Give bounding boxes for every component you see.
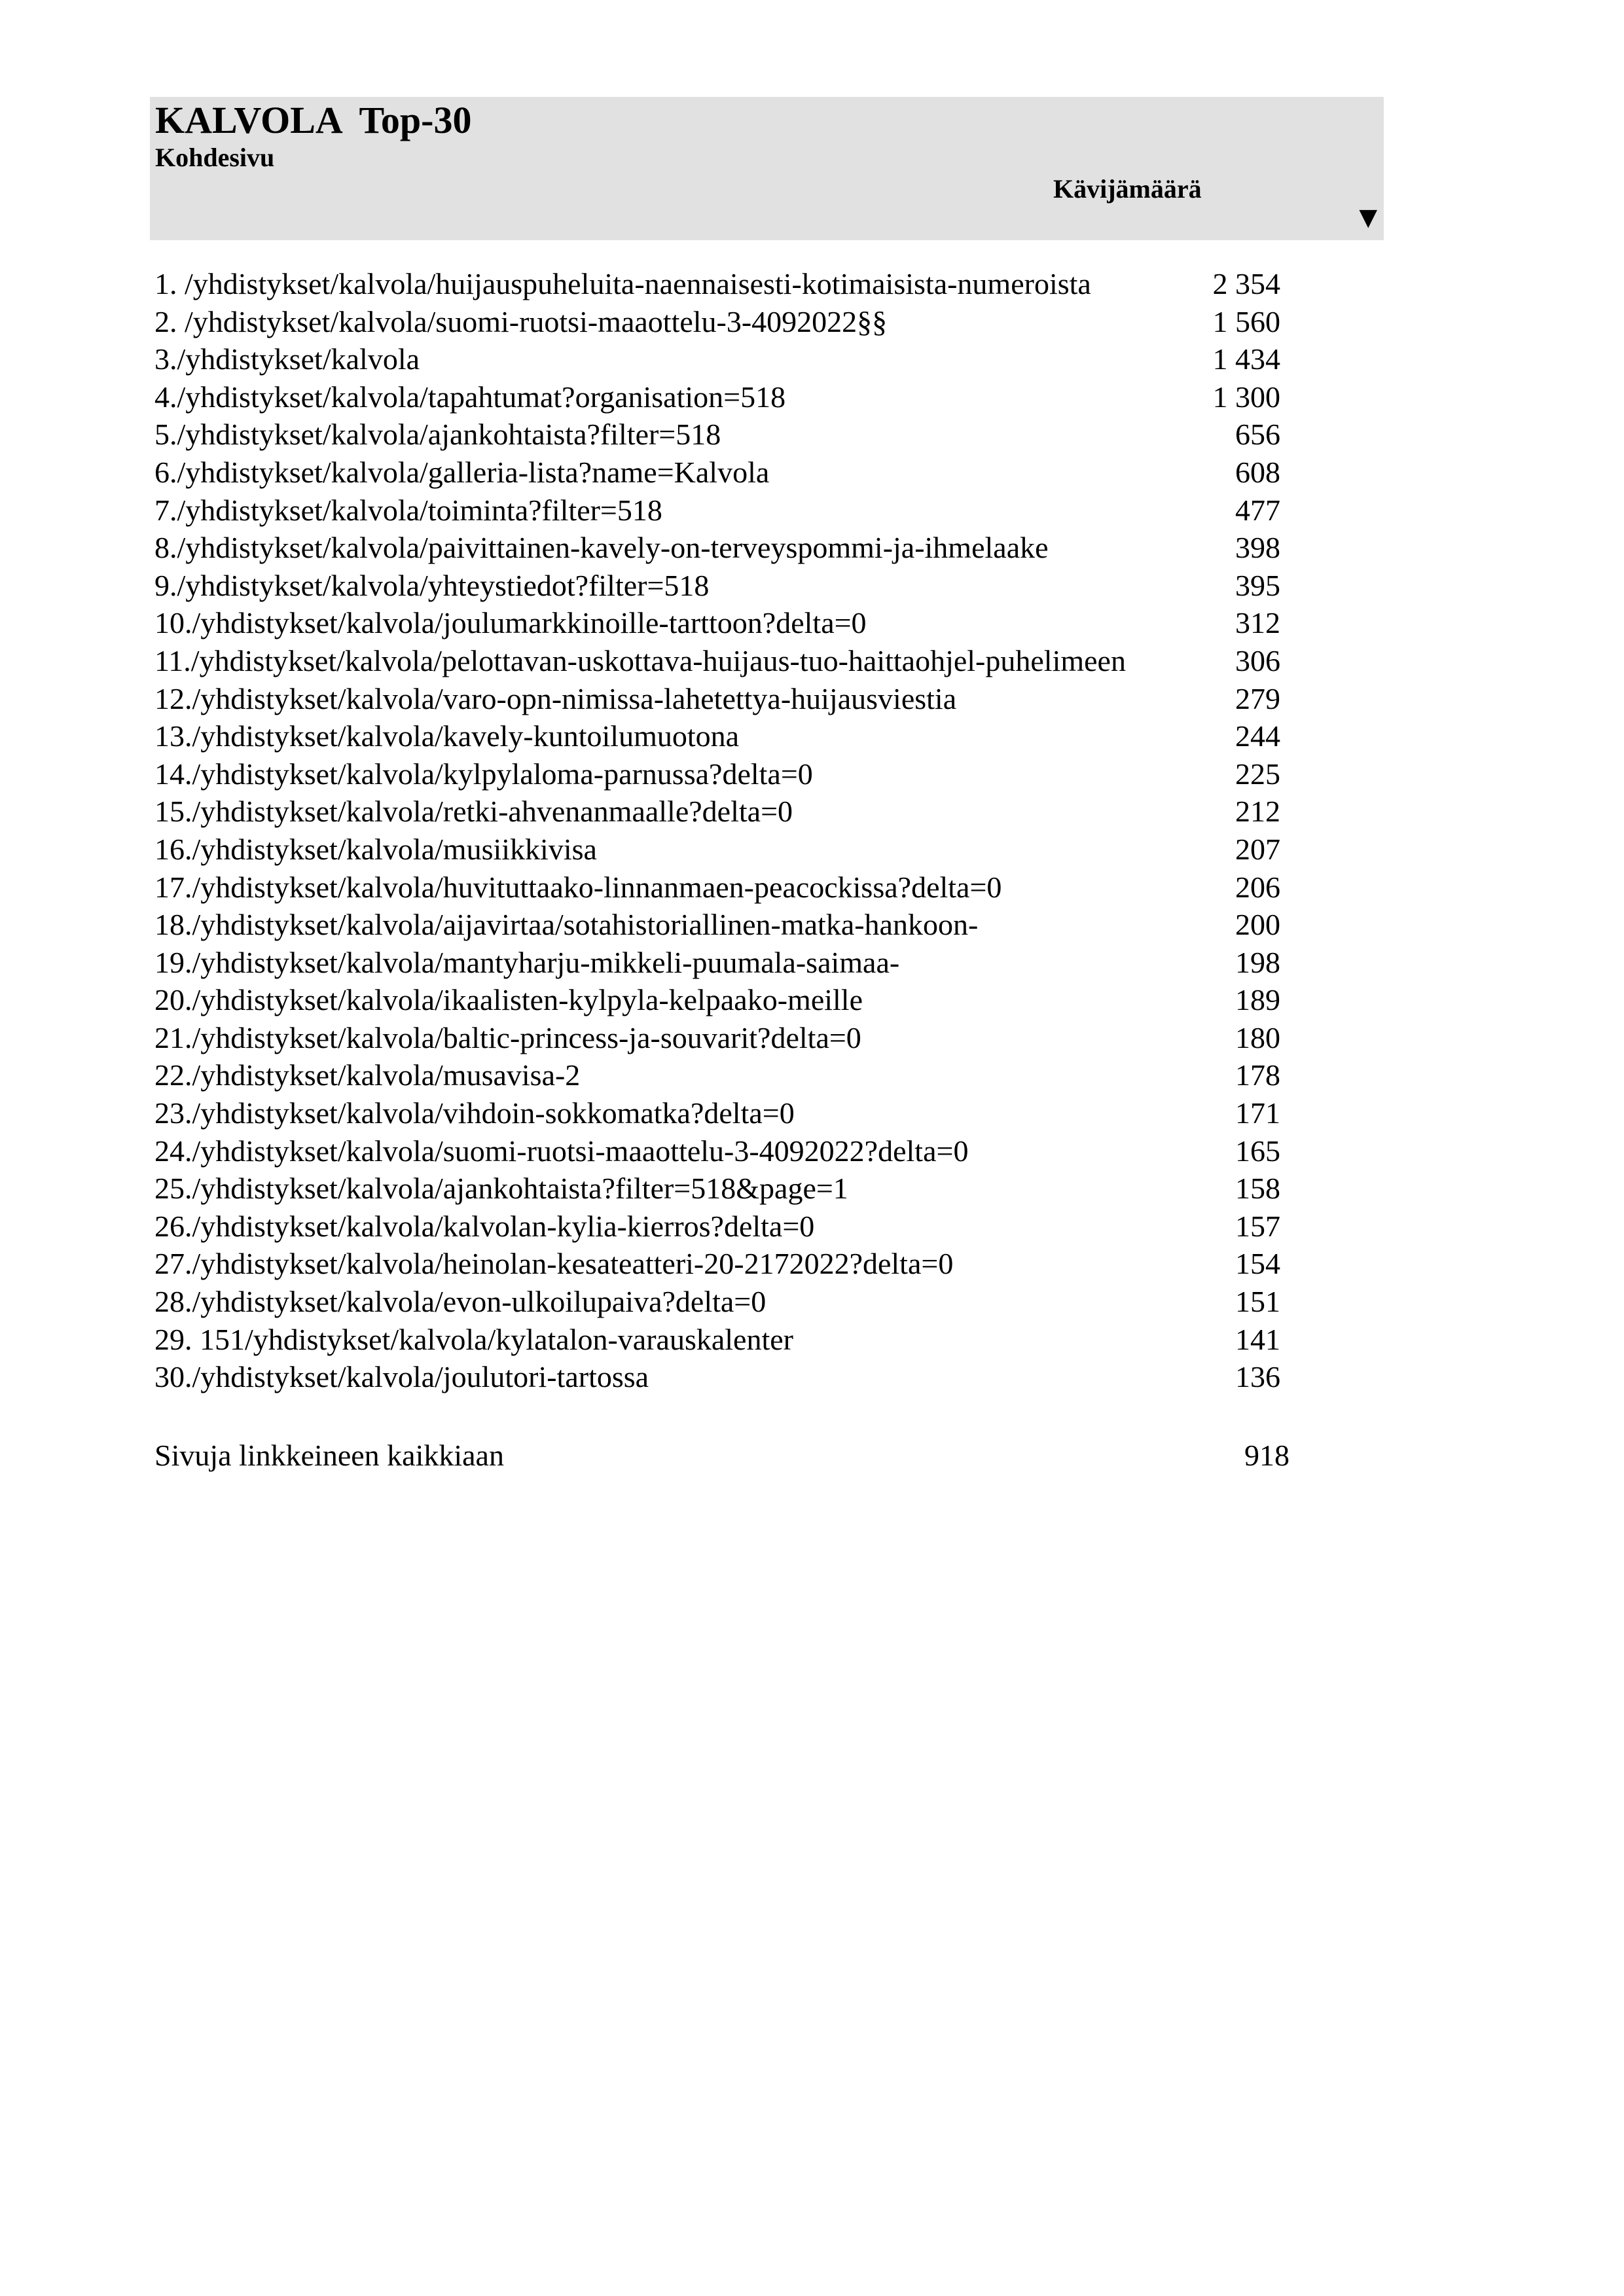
- column-label-visitor-count: Kävijämäärä: [1053, 174, 1202, 204]
- visitor-count: 206: [1235, 870, 1280, 904]
- page-path: 17./yhdistykset/kalvola/huvituttaako-linnanmaen-peacockissa?delta=0: [154, 870, 1002, 904]
- list-item: [154, 944, 1280, 982]
- visitor-count: 165: [1235, 1134, 1280, 1168]
- page-path: 28./yhdistykset/kalvola/evon-ulkoilupaiva?delta=0: [154, 1285, 767, 1319]
- report-header: [150, 97, 1384, 240]
- list-item: [154, 492, 1280, 529]
- page-path: 26./yhdistykset/kalvola/kalvolan-kylia-kierros?delta=0: [154, 1209, 815, 1243]
- page-path: 27./yhdistykset/kalvola/heinolan-kesateatteri-20-2172022?delta=0: [154, 1247, 954, 1281]
- list-item: [154, 454, 1280, 492]
- visitor-count: 189: [1235, 983, 1280, 1017]
- page-path: 3./yhdistykset/kalvola: [154, 342, 420, 376]
- visitor-count: 198: [1235, 945, 1280, 979]
- visitor-count: 279: [1235, 681, 1280, 715]
- list-item: [154, 303, 1280, 341]
- list-item: [154, 1094, 1280, 1132]
- page-path: 20./yhdistykset/kalvola/ikaalisten-kylpyla-kelpaako-meille: [154, 983, 863, 1017]
- visitor-count: 171: [1235, 1096, 1280, 1130]
- page-path: 2. /yhdistykset/kalvola/suomi-ruotsi-maaottelu-3-4092022§§: [154, 304, 888, 338]
- list-item: [154, 416, 1280, 454]
- list-item: [154, 1245, 1280, 1283]
- visitor-count: 158: [1235, 1172, 1280, 1206]
- visitor-count: 212: [1235, 795, 1280, 829]
- sort-down-arrow-icon: ▼: [1359, 204, 1377, 231]
- page-path: 13./yhdistykset/kalvola/kavely-kuntoilumuotona: [154, 719, 740, 753]
- visitor-count: 395: [1235, 568, 1280, 602]
- list-item: [154, 1358, 1280, 1396]
- page-path: 5./yhdistykset/kalvola/ajankohtaista?filter=518: [154, 418, 721, 452]
- page-path: 8./yhdistykset/kalvola/paivittainen-kavely-on-terveyspommi-ja-ihmelaake: [154, 531, 1049, 565]
- page-path: 10./yhdistykset/kalvola/joulumarkkinoille-tarttoon?delta=0: [154, 606, 867, 640]
- column-label-target-page: Kohdesivu: [155, 143, 275, 172]
- list-item: [154, 1208, 1280, 1246]
- visitor-count: 477: [1235, 493, 1280, 527]
- report-title: KALVOLA Top-30: [155, 99, 472, 141]
- visitor-count: 178: [1235, 1058, 1280, 1092]
- page-path: 9./yhdistykset/kalvola/yhteystiedot?filter=518: [154, 568, 710, 602]
- page-path: 23./yhdistykset/kalvola/vihdoin-sokkomatka?delta=0: [154, 1096, 795, 1130]
- visitor-count: 136: [1235, 1360, 1280, 1394]
- list-item: [154, 831, 1280, 869]
- summary-label: Sivuja linkkeineen kaikkiaan: [154, 1439, 504, 1472]
- list-item: [154, 1132, 1280, 1170]
- visitor-count: 157: [1235, 1209, 1280, 1243]
- page-path: 12./yhdistykset/kalvola/varo-opn-nimissa-lahetettya-huijausviestia: [154, 681, 957, 715]
- summary-total-row: [154, 1437, 1290, 1475]
- visitor-count: 1 300: [1212, 380, 1280, 414]
- visitor-count: 608: [1235, 455, 1280, 489]
- visitor-count: 180: [1235, 1020, 1280, 1054]
- list-item: [154, 793, 1280, 831]
- page-path: 19./yhdistykset/kalvola/mantyharju-mikkeli-puumala-saimaa-: [154, 945, 900, 979]
- list-item: [154, 642, 1280, 680]
- visitor-count: 1 434: [1212, 342, 1280, 376]
- summary-value: 918: [1244, 1439, 1290, 1472]
- top-pages-list: [154, 265, 1280, 1396]
- page-path: 21./yhdistykset/kalvola/baltic-princess-ja-souvarit?delta=0: [154, 1020, 861, 1054]
- list-item: [154, 265, 1280, 303]
- list-item: [154, 529, 1280, 567]
- page-path: 25./yhdistykset/kalvola/ajankohtaista?filter=518&page=1: [154, 1172, 848, 1206]
- visitor-count: 244: [1235, 719, 1280, 753]
- list-item: [154, 906, 1280, 944]
- list-item: [154, 1283, 1280, 1321]
- visitor-count: 141: [1235, 1322, 1280, 1356]
- visitor-count: 154: [1235, 1247, 1280, 1281]
- visitor-count: 207: [1235, 832, 1280, 866]
- page-path: 16./yhdistykset/kalvola/musiikkivisa: [154, 832, 597, 866]
- page-path: 15./yhdistykset/kalvola/retki-ahvenanmaalle?delta=0: [154, 795, 793, 829]
- visitor-count: 1 560: [1212, 304, 1280, 338]
- visitor-count: 312: [1235, 606, 1280, 640]
- visitor-count: 225: [1235, 757, 1280, 791]
- visitor-count: 2 354: [1212, 267, 1280, 300]
- visitor-count: 656: [1235, 418, 1280, 452]
- list-item: [154, 869, 1280, 906]
- page-path: 7./yhdistykset/kalvola/toiminta?filter=518: [154, 493, 662, 527]
- list-item: [154, 1019, 1280, 1057]
- list-item: [154, 755, 1280, 793]
- list-item: [154, 1056, 1280, 1094]
- page-path: 4./yhdistykset/kalvola/tapahtumat?organisation=518: [154, 380, 786, 414]
- page-path: 6./yhdistykset/kalvola/galleria-lista?name=Kalvola: [154, 455, 770, 489]
- page-path: 18./yhdistykset/kalvola/aijavirtaa/sotahistoriallinen-matka-hankoon-: [154, 908, 979, 942]
- page-path: 30./yhdistykset/kalvola/joulutori-tartossa: [154, 1360, 649, 1394]
- list-item: [154, 680, 1280, 718]
- page-path: 14./yhdistykset/kalvola/kylpylaloma-parnussa?delta=0: [154, 757, 813, 791]
- list-item: [154, 1321, 1280, 1359]
- visitor-count: 306: [1235, 643, 1280, 677]
- page-path: 1. /yhdistykset/kalvola/huijauspuheluita-naennaisesti-kotimaisista-numeroista: [154, 267, 1091, 300]
- list-item: [154, 567, 1280, 605]
- visitor-count: 398: [1235, 531, 1280, 565]
- visitor-count: 200: [1235, 908, 1280, 942]
- page-path: 24./yhdistykset/kalvola/suomi-ruotsi-maaottelu-3-4092022?delta=0: [154, 1134, 969, 1168]
- list-item: [154, 1170, 1280, 1208]
- list-item: [154, 340, 1280, 378]
- list-item: [154, 604, 1280, 642]
- page-path: 29. 151/yhdistykset/kalvola/kylatalon-varauskalenter: [154, 1322, 793, 1356]
- visitor-count: 151: [1235, 1285, 1280, 1319]
- list-item: [154, 981, 1280, 1019]
- page-path: 22./yhdistykset/kalvola/musavisa-2: [154, 1058, 581, 1092]
- list-item: [154, 717, 1280, 755]
- page-path: 11./yhdistykset/kalvola/pelottavan-uskottava-huijaus-tuo-haittaohjel-puhelimeen: [154, 643, 1126, 677]
- list-item: [154, 378, 1280, 416]
